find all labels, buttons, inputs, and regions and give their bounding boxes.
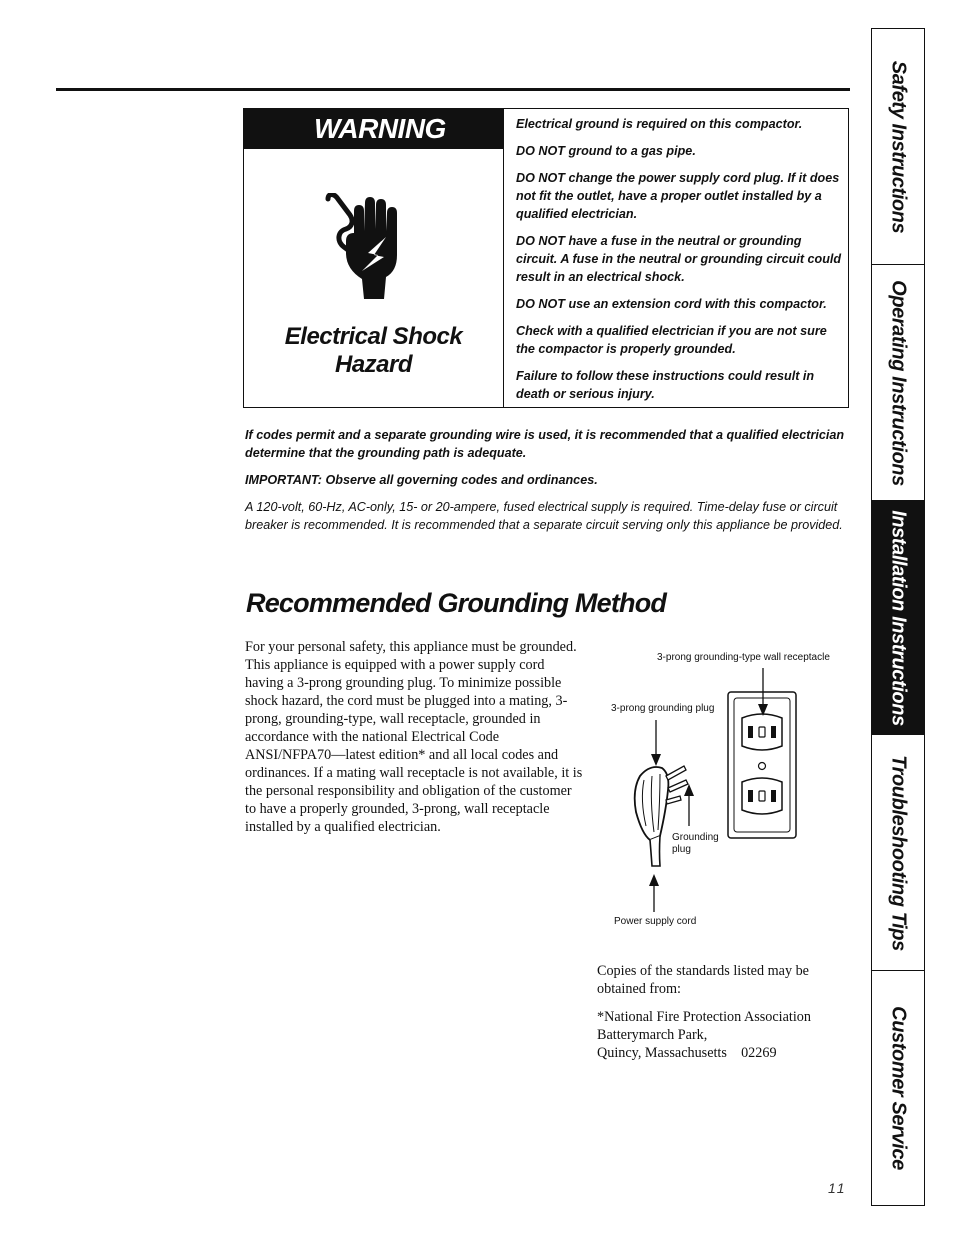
standards-info	[597, 962, 857, 1072]
copies-intro: Copies of the standards listed may be obtained from:	[597, 963, 809, 997]
plug-label: 3-prong grounding plug	[611, 703, 715, 714]
tab-installation-instructions[interactable]	[872, 501, 924, 735]
tab-troubleshooting-tips[interactable]	[872, 735, 924, 971]
warning-item: DO NOT ground to a gas pipe.	[516, 144, 696, 158]
codes-note: If codes permit and a separate grounding wire is used, it is recommended that a qualified electrician determine that the grounding path is adequate.	[245, 428, 845, 460]
cord-label: Power supply cord	[614, 916, 697, 927]
warning-item: Check with a qualified electrician if you are not sure the compactor is properly grounded.	[516, 324, 827, 356]
tab-label: Installation Instructions	[887, 509, 910, 726]
tab-label: Safety Instructions	[887, 60, 910, 233]
hazard-title-line-2: Hazard	[334, 351, 413, 378]
page-number: 11	[828, 1180, 847, 1196]
tab-customer-service[interactable]	[872, 971, 924, 1205]
tab-safety-instructions[interactable]	[872, 29, 924, 265]
hazard-title-line-1: Electrical Shock	[284, 323, 463, 350]
wall-receptacle-icon	[728, 692, 796, 838]
grounding-plug-label-line-1: Grounding	[672, 832, 719, 843]
warning-item: DO NOT have a fuse in the neutral or grounding circuit. A fuse in the neutral or grounding circuit could result in an electrical shock.	[516, 234, 842, 284]
tab-operating-instructions[interactable]	[872, 265, 924, 501]
warning-instructions	[516, 115, 844, 412]
receptacle-plug-drawing	[596, 640, 856, 940]
tab-label: Troubleshooting Tips	[887, 754, 910, 951]
grounding-illustration	[596, 640, 856, 940]
warning-banner: WARNING	[244, 109, 503, 149]
warning-item: DO NOT use an extension cord with this compactor.	[516, 297, 827, 311]
important-note: IMPORTANT: Observe all governing codes and ordinances.	[245, 473, 598, 487]
tab-label: Customer Service	[887, 1006, 910, 1170]
grounding-body-text: For your personal safety, this appliance must be grounded. This appliance is equipped with a power supply cord having a 3-prong grounding plug. To minimize possible shock hazard, the cord must be plugged into a mating, 3-prong, grounding-type, wall receptacle, grounded in accordance with the national Electrical Code ANSI/NFPA70—latest edition* and all local codes and ordinances. If a mating wall receptacle is not available, it is the personal responsibility and obligation of the customer to have a properly grounded, 3-prong, wall receptacle installed by a qualified electrician.	[245, 639, 583, 835]
plug-icon	[635, 766, 688, 866]
hazard-title	[244, 323, 503, 379]
address-line-1: *National Fire Protection Association	[597, 1009, 811, 1025]
section-title: Recommended Grounding Method	[246, 588, 667, 618]
top-rule	[56, 88, 850, 91]
receptacle-label: 3-prong grounding-type wall receptacle	[657, 652, 830, 663]
warning-left-panel	[244, 109, 504, 407]
tab-label: Operating Instructions	[887, 279, 910, 486]
warning-item: Electrical ground is required on this compactor.	[516, 117, 803, 131]
warning-item: Failure to follow these instructions could result in death or serious injury.	[516, 369, 815, 401]
section-tabs	[871, 28, 925, 1206]
address-line-2: Batterymarch Park,	[597, 1027, 708, 1043]
grounding-plug-label-line-2: plug	[672, 844, 691, 855]
electrical-notes	[245, 426, 845, 543]
warning-item: DO NOT change the power supply cord plug. If it does not fit the outlet, have a proper outlet installed by a qualified electrician.	[516, 171, 840, 221]
warning-box	[243, 108, 849, 408]
supply-note: A 120-volt, 60-Hz, AC-only, 15- or 20-ampere, fused electrical supply is required. Time-delay fuse or circuit breaker is recommended. It is recommended that a separate circuit serving only this appliance be provided.	[245, 500, 843, 532]
address	[597, 1008, 857, 1062]
electrical-shock-hand-icon	[324, 193, 406, 299]
address-line-3: Quincy, Massachusetts 02269	[597, 1045, 777, 1061]
